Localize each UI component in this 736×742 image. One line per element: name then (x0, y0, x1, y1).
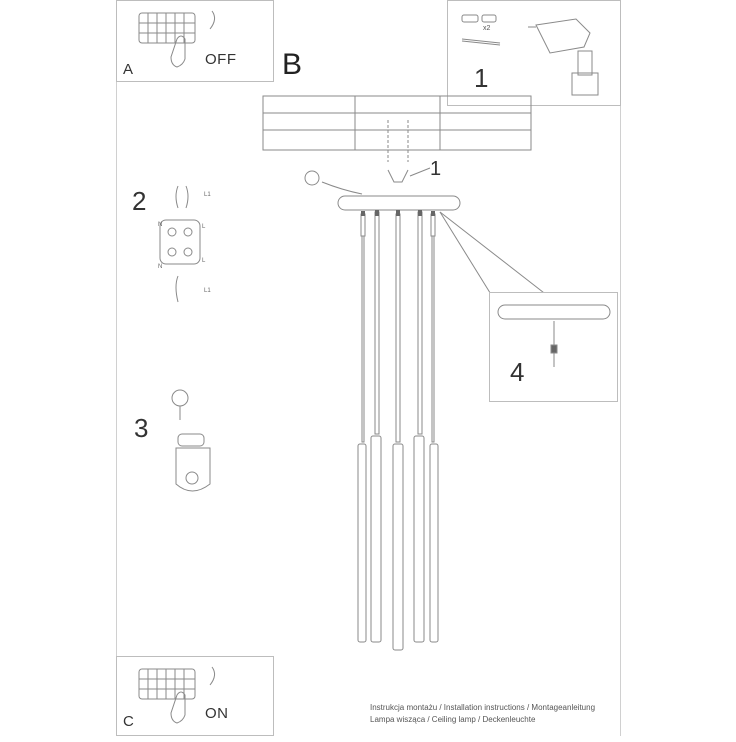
mounting-bracket (388, 170, 408, 182)
wire-l-right: L (202, 258, 206, 264)
wire-l1-bottom: L1 (204, 288, 211, 294)
fusebox-on-illustration (117, 657, 275, 737)
anchor-quantity: x2 (483, 25, 491, 32)
step-3-number: 3 (134, 413, 149, 443)
step-2-number: 2 (132, 186, 147, 216)
wire-l-left: L (202, 224, 206, 230)
ceiling-slab (263, 96, 531, 150)
ground-connector-diagram (172, 390, 210, 491)
step-1-bracket-number: 1 (430, 158, 442, 180)
panel-a-letter: A (123, 61, 134, 78)
switch-on-label: ON (205, 705, 229, 722)
step-1-number: 1 (474, 63, 489, 93)
terminal-block-diagram (160, 186, 200, 302)
footer-product-type: Lampa wisząca / Ceiling lamp / Deckenleuchte (370, 715, 536, 724)
wire-l1-top: L1 (204, 192, 211, 198)
canopy (338, 196, 460, 210)
ground-symbol-icon (305, 171, 319, 185)
panel-b-letter: B (282, 48, 303, 81)
panel-4-canopy-detail (489, 292, 618, 402)
wire-n-top: N (158, 222, 163, 228)
wire-n-bottom: N (158, 264, 163, 270)
footer-instructions: Instrukcja montażu / Installation instructions / Montageanleitung (370, 703, 596, 712)
panel-c-letter: C (123, 713, 134, 730)
step-4-number: 4 (510, 357, 525, 387)
switch-off-label: OFF (205, 51, 237, 68)
panel-c-switch-on (116, 656, 274, 736)
pendant-tubes (358, 212, 438, 650)
